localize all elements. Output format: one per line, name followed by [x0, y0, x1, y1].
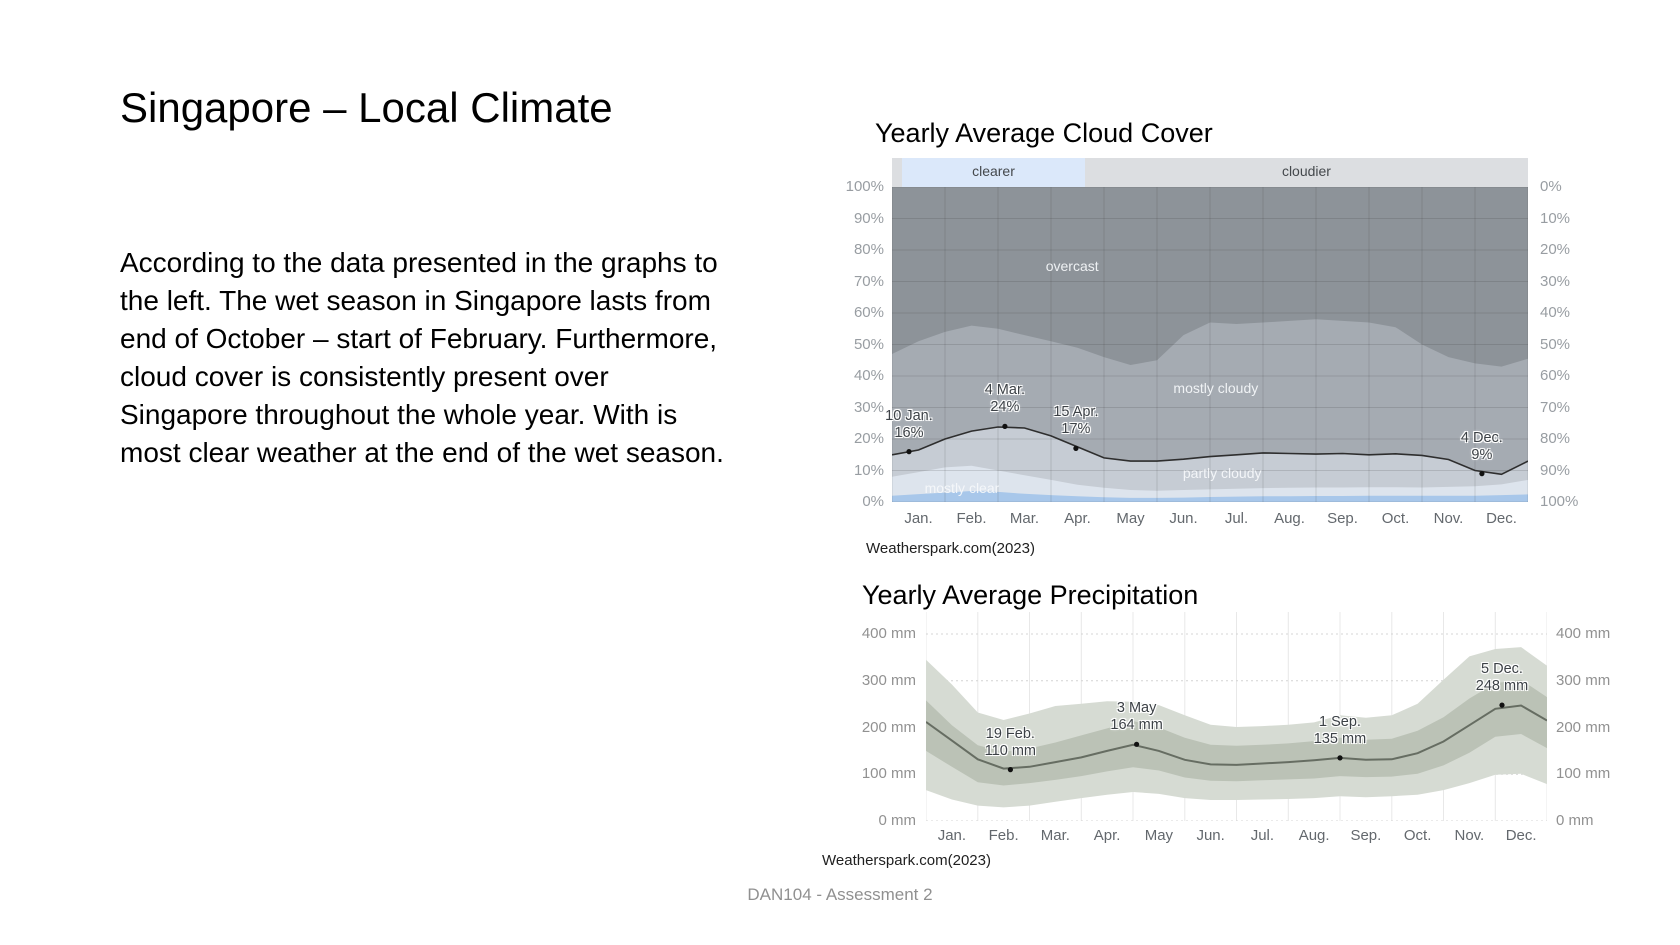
precip-right-axis-tick: 200 mm — [1556, 718, 1611, 736]
cloud-month-label: Jun. — [1169, 510, 1198, 527]
cloud-month-label: May — [1116, 510, 1145, 527]
cloud-left-axis-tick: 40% — [853, 367, 884, 384]
cloud-left-axis-tick: 100% — [845, 178, 884, 195]
cloud-right-axis-tick: 40% — [1540, 304, 1571, 321]
annotation-dot — [906, 449, 911, 454]
precip-annotation — [1270, 714, 1410, 748]
precip-annotation — [1067, 700, 1207, 734]
cloud-month-label: Sep. — [1327, 510, 1358, 527]
annotation-date: 5 Dec. — [1481, 661, 1523, 678]
cloud-month-label: Dec. — [1486, 510, 1517, 527]
cloud-right-axis-tick: 10% — [1540, 209, 1571, 227]
precip-month-label: Nov. — [1454, 827, 1485, 844]
cloud-area-label: overcast — [1045, 257, 1099, 274]
cloud-left-axis-tick: 20% — [853, 430, 884, 447]
annotation-date: 1 Sep. — [1319, 713, 1361, 730]
annotation-value: 9% — [1471, 446, 1493, 463]
precip-month-label: Jul. — [1250, 827, 1275, 844]
cloud-area-label: mostly clear — [924, 480, 1000, 497]
cloud-annotation — [1006, 404, 1146, 438]
cloud-month-label: Aug. — [1274, 510, 1305, 527]
cloud-right-axis-tick: 0% — [1540, 178, 1562, 195]
annotation-dot — [1073, 446, 1078, 451]
precip-left-axis-tick: 200 mm — [861, 718, 916, 736]
cloud-chart-source: Weatherspark.com(2023) — [866, 540, 1035, 557]
cloud-left-axis-tick: 60% — [853, 304, 884, 321]
annotation-date: 3 May — [1116, 700, 1157, 717]
precip-month-label: Aug. — [1298, 827, 1330, 844]
cloud-right-axis-tick: 20% — [1540, 241, 1571, 258]
cloudier-band-lead — [892, 158, 902, 187]
precip-month-label: Dec. — [1505, 827, 1537, 844]
precip-left-axis-tick: 0 mm — [878, 812, 916, 829]
annotation-value: 248 mm — [1475, 678, 1529, 695]
cloud-right-axis-tick: 90% — [1540, 461, 1571, 479]
precip-month-label: Mar. — [1040, 827, 1070, 844]
cloud-month-label: Mar. — [1009, 510, 1040, 527]
cloud-right-axis-tick: 80% — [1540, 430, 1571, 447]
cloud-season-band — [892, 158, 1528, 187]
cloud-left-axis-tick: 70% — [853, 272, 884, 290]
precip-right-axis-tick: 300 mm — [1556, 671, 1611, 689]
cloud-right-axis-tick: 60% — [1540, 367, 1571, 384]
cloudier-band-label: cloudier — [1281, 163, 1331, 179]
annotation-date: 4 Mar. — [984, 382, 1026, 399]
cloud-month-label: Jul. — [1224, 510, 1249, 527]
precip-annotation — [1432, 661, 1572, 695]
cloud-left-axis-tick: 30% — [853, 398, 884, 416]
precip-left-axis-tick: 100 mm — [861, 765, 916, 783]
cloud-left-axis-tick: 80% — [853, 241, 884, 258]
cloud-month-label: Oct. — [1381, 510, 1410, 527]
annotation-dot — [1008, 767, 1013, 772]
cloud-left-axis-tick: 10% — [853, 461, 884, 479]
annotation-dot — [1337, 755, 1342, 760]
cloud-left-axis-tick: 90% — [853, 209, 884, 227]
precip-right-axis-tick: 100 mm — [1556, 765, 1611, 783]
cloud-chart-title: Yearly Average Cloud Cover — [875, 118, 1213, 148]
cloud-area-label: partly cloudy — [1182, 465, 1262, 482]
precip-right-axis-tick: 0 mm — [1556, 812, 1594, 829]
cloud-right-axis-tick: 30% — [1540, 272, 1571, 290]
cloud-left-axis-tick: 50% — [853, 335, 884, 353]
precip-month-label: Apr. — [1093, 827, 1121, 844]
annotation-value: 164 mm — [1110, 717, 1163, 734]
precip-chart-plot — [926, 612, 1547, 821]
annotation-dot — [1134, 742, 1139, 747]
precip-annotation — [940, 726, 1080, 760]
precip-month-label: May — [1144, 827, 1174, 844]
cloud-right-axis-tick: 100% — [1540, 493, 1579, 510]
cloud-annotation — [1412, 430, 1552, 464]
annotation-value: 24% — [990, 399, 1020, 416]
annotation-dot — [1499, 703, 1504, 708]
cloud-left-axis-tick: 0% — [862, 493, 884, 510]
precip-month-label: Jun. — [1196, 827, 1225, 844]
precip-chart-source: Weatherspark.com(2023) — [822, 852, 991, 869]
annotation-value: 17% — [1061, 421, 1091, 438]
precip-left-axis-tick: 400 mm — [861, 625, 916, 642]
annotation-date: 4 Dec. — [1460, 429, 1503, 446]
annotation-value: 16% — [894, 424, 924, 441]
cloud-right-axis-tick: 50% — [1540, 335, 1571, 353]
body-text: According to the data presented in the graphs to the left. The wet season in Singapore lasts from end of October – start of February. Furthermore, cloud cover is consistently present over Singapore throughout the whole year. With is most clear weather at the end of the wet season. — [120, 247, 724, 468]
annotation-value: 110 mm — [984, 742, 1036, 759]
precip-month-label: Jan. — [937, 827, 967, 844]
precip-month-label: Sep. — [1350, 827, 1382, 844]
annotation-date: 10 Jan. — [885, 407, 933, 424]
precip-chart-title: Yearly Average Precipitation — [862, 580, 1199, 610]
precip-right-axis-tick: 400 mm — [1556, 625, 1611, 642]
precip-left-axis-tick: 300 mm — [861, 671, 916, 689]
annotation-date: 15 Apr. — [1053, 404, 1099, 421]
precip-month-label: Feb. — [988, 827, 1019, 844]
precip-month-label: Oct. — [1403, 827, 1432, 844]
cloud-month-label: Apr. — [1064, 510, 1091, 527]
cloud-month-label: Feb. — [956, 510, 987, 527]
cloud-right-axis-tick: 70% — [1540, 398, 1571, 416]
annotation-date: 19 Feb. — [985, 725, 1035, 742]
clearer-band-label: clearer — [972, 163, 1015, 179]
cloud-month-label: Nov. — [1433, 510, 1464, 527]
footer-text: DAN104 - Assessment 2 — [747, 885, 933, 904]
cloud-month-label: Jan. — [904, 510, 933, 527]
annotation-dot — [1479, 471, 1484, 476]
annotation-value: 135 mm — [1313, 730, 1367, 747]
slide-title: Singapore – Local Climate — [120, 84, 613, 131]
cloud-area-label: mostly cloudy — [1173, 379, 1259, 396]
